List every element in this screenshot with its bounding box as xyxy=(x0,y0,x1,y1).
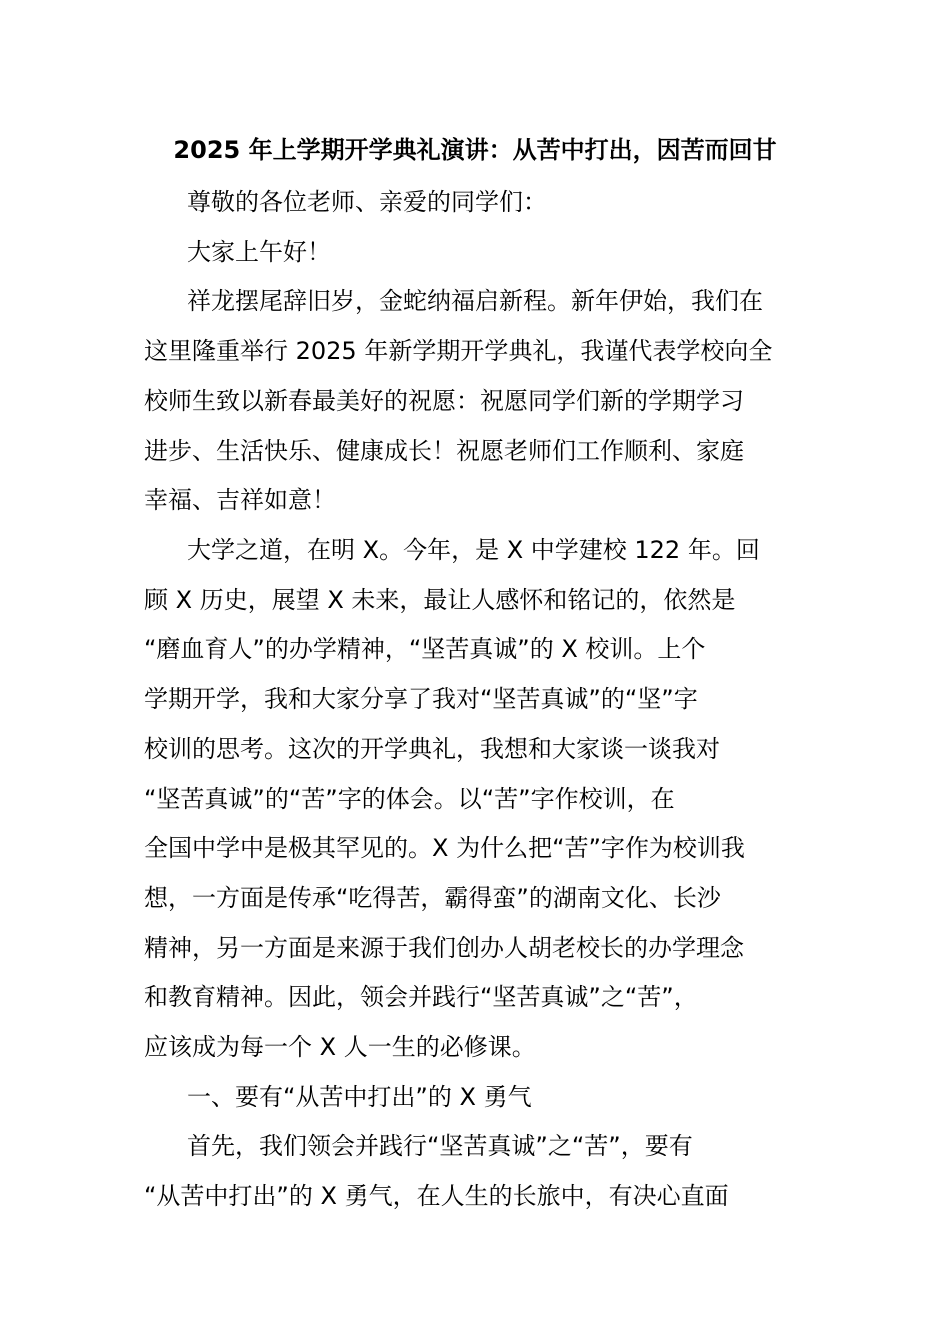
paragraph-line: 学期开学，我和大家分享了我对“坚苦真诚”的“坚”字 xyxy=(144,685,698,713)
paragraph-line: 和教育精神。因此，领会并践行“坚苦真诚”之“苦”， xyxy=(144,983,698,1011)
paragraph-line: 祥龙摆尾辞旧岁，金蛇纳福启新程。新年伊始，我们在 xyxy=(187,287,763,315)
paragraph-line: 校训的思考。这次的开学典礼，我想和大家谈一谈我对 xyxy=(144,735,720,763)
paragraph-line: “从苦中打出”的 X 勇气，在人生的长旅中，有决心直面 xyxy=(144,1182,729,1210)
salutation-line: 大家上午好！ xyxy=(187,238,331,266)
document-title: 2025 年上学期开学典礼演讲：从苦中打出，因苦而回甘 xyxy=(173,136,777,164)
paragraph-line: 顾 X 历史，展望 X 未来，最让人感怀和铭记的，依然是 xyxy=(144,586,736,614)
greeting-line: 尊敬的各位老师、亲爱的同学们： xyxy=(187,188,547,216)
paragraph-line: 全国中学中是极其罕见的。X 为什么把“苦”字作为校训我 xyxy=(144,834,745,862)
paragraph-line: “坚苦真诚”的“苦”字的体会。以“苦”字作校训，在 xyxy=(144,785,675,813)
paragraph-line: 幸福、吉祥如意！ xyxy=(144,486,336,514)
paragraph-line: 进步、生活快乐、健康成长！祝愿老师们工作顺利、家庭 xyxy=(144,437,744,465)
paragraph-line: 想，一方面是传承“吃得苦，霸得蛮”的湖南文化、长沙 xyxy=(144,884,721,912)
paragraph-line: 首先，我们领会并践行“坚苦真诚”之“苦”，要有 xyxy=(187,1132,693,1160)
paragraph-line: “磨血育人”的办学精神，“坚苦真诚”的 X 校训。上个 xyxy=(144,635,706,663)
paragraph-line: 精神，另一方面是来源于我们创办人胡老校长的办学理念 xyxy=(144,934,744,962)
section-heading: 一、要有“从苦中打出”的 X 勇气 xyxy=(187,1083,532,1111)
paragraph-line: 应该成为每一个 X 人一生的必修课。 xyxy=(144,1033,536,1061)
paragraph-line: 大学之道，在明 X。今年，是 X 中学建校 122 年。回 xyxy=(187,536,760,564)
paragraph-line: 这里隆重举行 2025 年新学期开学典礼，我谨代表学校向全 xyxy=(144,337,773,365)
paragraph-line: 校师生致以新春最美好的祝愿：祝愿同学们新的学期学习 xyxy=(144,387,744,415)
